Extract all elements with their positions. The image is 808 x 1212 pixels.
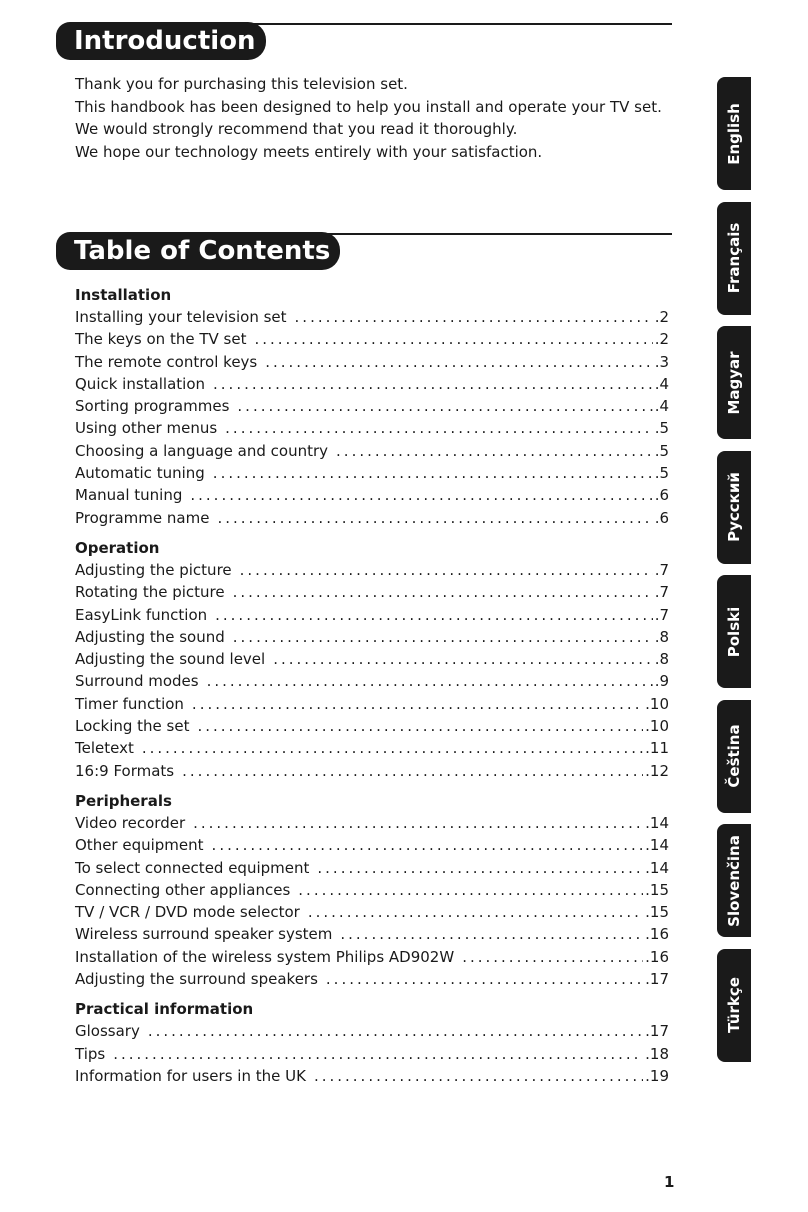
toc-section <box>75 284 669 529</box>
toc-entry-page: .2 <box>654 308 669 326</box>
toc-dot-leader <box>213 462 653 484</box>
toc-entry-label: Sorting programmes <box>75 397 230 416</box>
toc-entry <box>75 693 669 715</box>
toc-entry-page: .14 <box>645 858 669 877</box>
toc-entry <box>75 626 669 648</box>
toc-heading: Table of Contents <box>56 232 340 270</box>
toc-entry-label: To select connected equipment <box>75 858 310 877</box>
toc-entry-label: Rotating the picture <box>75 583 225 602</box>
toc-dot-leader <box>182 760 643 782</box>
toc-dot-leader <box>190 484 652 506</box>
language-tab <box>717 824 751 937</box>
toc-entry-label: Teletext <box>75 739 134 758</box>
language-tab <box>717 326 751 439</box>
toc-dot-leader <box>254 328 652 350</box>
language-tab-label: Русский <box>725 472 743 542</box>
intro-line: We hope our technology meets entirely with your satisfaction. <box>75 143 543 162</box>
toc-dot-leader <box>212 834 644 856</box>
toc-dot-leader <box>462 946 643 968</box>
toc-dot-leader <box>193 812 643 834</box>
toc-entry <box>75 328 669 350</box>
toc-entry-page: .6 <box>654 486 669 505</box>
table-of-contents <box>75 284 669 1095</box>
toc-dot-leader <box>298 879 643 901</box>
toc-dot-leader <box>317 857 643 879</box>
toc-entry <box>75 1065 669 1087</box>
language-tab-label: English <box>725 102 743 165</box>
toc-entry-page: .19 <box>645 1066 669 1085</box>
language-tab-label: Čeština <box>725 724 743 788</box>
toc-entry <box>75 1020 669 1042</box>
toc-entry-label: Wireless surround speaker system <box>75 925 333 944</box>
toc-entry-page: .4 <box>654 374 669 393</box>
toc-entry <box>75 581 669 603</box>
toc-section <box>75 998 669 1087</box>
toc-entry-page: .3 <box>654 352 669 371</box>
toc-entry-page: .10 <box>645 717 669 736</box>
intro-line: Thank you for purchasing this television set. <box>75 75 408 93</box>
language-tab-label: Slovenčina <box>725 834 743 927</box>
toc-dot-leader <box>225 417 653 439</box>
toc-dot-leader <box>213 373 653 395</box>
toc-entry-label: The remote control keys <box>75 352 258 371</box>
toc-dot-leader <box>197 715 643 737</box>
toc-entry <box>75 306 669 328</box>
toc-entry <box>75 715 669 737</box>
toc-entry-page: .14 <box>645 836 669 855</box>
toc-entry-label: Adjusting the surround speakers <box>75 970 318 989</box>
toc-entry <box>75 737 669 759</box>
toc-entry <box>75 648 669 670</box>
toc-entry-label: Locking the set <box>75 717 190 736</box>
toc-entry-page: .17 <box>645 970 669 989</box>
toc-dot-leader <box>336 440 653 462</box>
toc-entry-page: .4 <box>654 397 669 416</box>
toc-entry <box>75 373 669 395</box>
toc-entry-label: Connecting other appliances <box>75 880 291 899</box>
toc-entry-page: .17 <box>645 1022 669 1041</box>
toc-entry-page: .14 <box>645 813 669 832</box>
toc-entry <box>75 879 669 901</box>
toc-entry-label: Other equipment <box>75 836 204 855</box>
language-tab-label: Français <box>725 222 743 294</box>
toc-section <box>75 537 669 782</box>
intro-line: We would strongly recommend that you read it thoroughly. <box>75 120 518 139</box>
toc-entry-page: .7 <box>654 605 669 624</box>
toc-entry <box>75 351 669 373</box>
toc-dot-leader <box>308 901 643 923</box>
toc-entry-page: .7 <box>654 560 669 579</box>
toc-dot-leader <box>265 351 652 373</box>
toc-entry-label: TV / VCR / DVD mode selector <box>75 903 300 922</box>
toc-entry-label: Programme name <box>75 508 210 527</box>
toc-entry-page: .9 <box>654 672 669 691</box>
toc-entry-label: Information for users in the UK <box>75 1066 306 1085</box>
toc-entry <box>75 968 669 990</box>
toc-dot-leader <box>215 604 653 626</box>
toc-entry <box>75 901 669 923</box>
toc-entry-label: Manual tuning <box>75 486 183 505</box>
toc-dot-leader <box>113 1043 643 1065</box>
toc-dot-leader <box>142 737 643 759</box>
toc-entry-page: .16 <box>645 925 669 944</box>
toc-dot-leader <box>273 648 652 670</box>
toc-dot-leader <box>340 923 643 945</box>
toc-entry-label: The keys on the TV set <box>75 330 247 349</box>
toc-dot-leader <box>237 395 652 417</box>
toc-entry-page: .10 <box>645 694 669 713</box>
toc-entry-page: .8 <box>654 627 669 646</box>
toc-entry-label: 16:9 Formats <box>75 761 175 780</box>
toc-section-title: Installation <box>75 286 172 304</box>
toc-entry-label: Video recorder <box>75 813 186 832</box>
toc-dot-leader <box>233 626 653 648</box>
toc-entry-label: Glossary <box>75 1022 140 1041</box>
toc-entry-page: .7 <box>654 583 669 602</box>
toc-entry-page: .5 <box>654 419 669 438</box>
toc-entry-page: .5 <box>654 441 669 460</box>
toc-entry-label: Timer function <box>75 694 184 713</box>
toc-section-title: Peripherals <box>75 791 172 810</box>
toc-entry <box>75 812 669 834</box>
toc-entry-page: .12 <box>645 761 669 780</box>
toc-entry-label: Automatic tuning <box>75 464 205 483</box>
toc-entry <box>75 670 669 692</box>
toc-dot-leader <box>207 670 653 692</box>
toc-entry-label: Adjusting the sound level <box>75 650 266 669</box>
language-tab <box>717 949 751 1062</box>
toc-section-title: Operation <box>75 538 160 557</box>
intro-heading-rule <box>240 23 672 25</box>
language-tab-label: Polski <box>725 606 743 657</box>
toc-entry-label: Tips <box>75 1044 106 1063</box>
toc-dot-leader <box>192 693 643 715</box>
toc-entry-page: .5 <box>654 464 669 483</box>
toc-entry-page: .15 <box>645 903 669 922</box>
toc-entry-page: .8 <box>654 650 669 669</box>
toc-section-title: Practical information <box>75 1000 254 1019</box>
toc-entry <box>75 857 669 879</box>
language-tab <box>717 77 751 190</box>
toc-entry-page: .15 <box>645 880 669 899</box>
toc-entry <box>75 604 669 626</box>
toc-entry-page: .2 <box>654 330 669 349</box>
toc-dot-leader <box>295 306 653 328</box>
language-tab-label: Magyar <box>725 350 743 415</box>
toc-section <box>75 790 669 990</box>
toc-entry-label: Adjusting the picture <box>75 560 232 579</box>
toc-entry-page: .16 <box>645 947 669 966</box>
toc-entry-label: Using other menus <box>75 419 218 438</box>
toc-entry-label: Adjusting the sound <box>75 627 225 646</box>
page-number: 1 <box>664 1173 675 1191</box>
toc-dot-leader <box>326 968 643 990</box>
language-tab-label: Türkçe <box>725 977 743 1033</box>
toc-entry-label: Installation of the wireless system Philips AD902W <box>75 947 455 966</box>
toc-dot-leader <box>148 1020 643 1042</box>
toc-entry-page: .6 <box>654 508 669 527</box>
toc-entry <box>75 507 669 529</box>
toc-entry-label: Installing your television set <box>75 308 287 326</box>
toc-entry <box>75 834 669 856</box>
toc-entry <box>75 559 669 581</box>
toc-entry <box>75 462 669 484</box>
intro-heading: Introduction <box>56 22 266 60</box>
intro-text <box>75 73 675 164</box>
toc-entry <box>75 923 669 945</box>
intro-line: This handbook has been designed to help you install and operate your TV set. <box>75 97 662 116</box>
toc-entry <box>75 760 669 782</box>
toc-entry <box>75 417 669 439</box>
toc-dot-leader <box>240 559 653 581</box>
toc-heading-rule <box>320 233 672 235</box>
toc-dot-leader <box>233 581 653 603</box>
toc-dot-leader <box>217 507 652 529</box>
toc-entry <box>75 440 669 462</box>
toc-entry <box>75 395 669 417</box>
toc-entry <box>75 1043 669 1065</box>
toc-entry-label: Choosing a language and country <box>75 441 329 460</box>
toc-entry-page: .11 <box>645 739 669 758</box>
toc-dot-leader <box>314 1065 643 1087</box>
language-tab <box>717 575 751 688</box>
toc-entry-page: .18 <box>645 1044 669 1063</box>
language-tab <box>717 451 751 564</box>
toc-entry <box>75 484 669 506</box>
toc-entry-label: Surround modes <box>75 672 199 691</box>
language-tab <box>717 202 751 315</box>
language-tab <box>717 700 751 813</box>
toc-entry-label: Quick installation <box>75 374 206 393</box>
toc-entry-label: EasyLink function <box>75 605 208 624</box>
toc-entry <box>75 946 669 968</box>
